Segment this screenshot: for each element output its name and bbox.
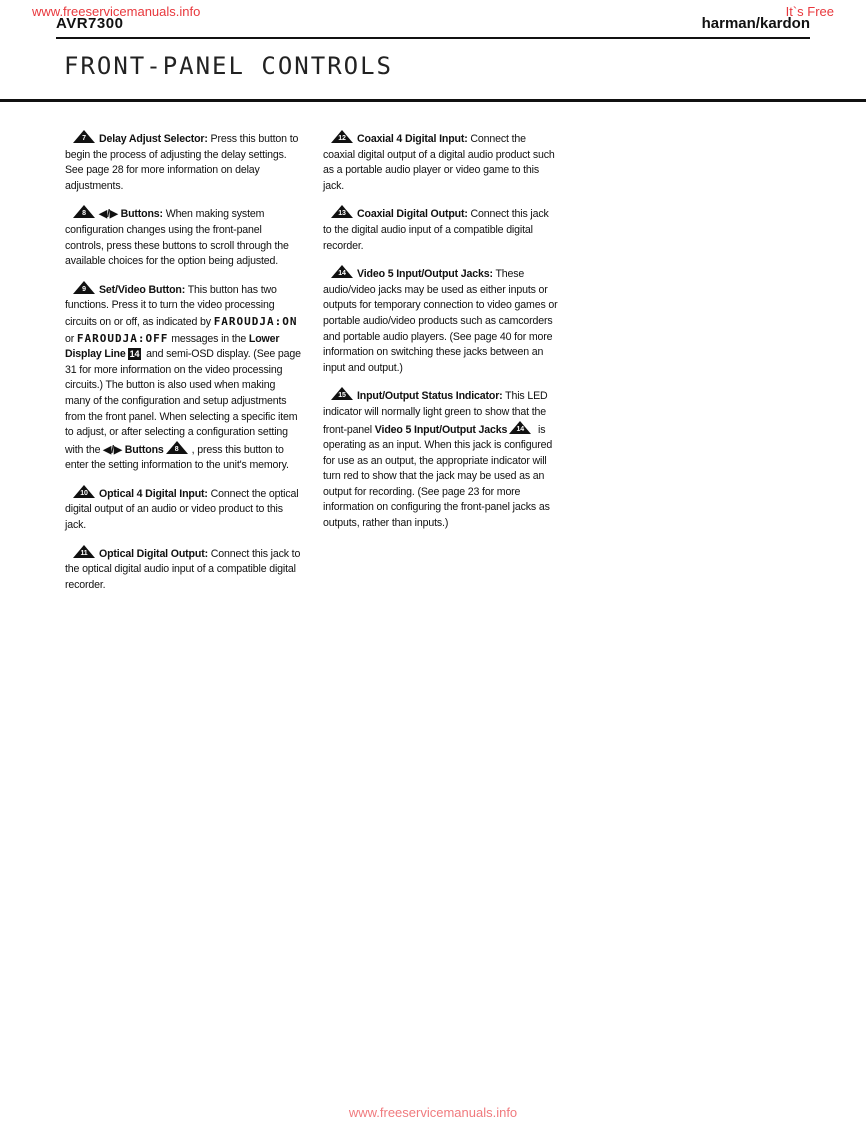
entry-text: This button has two functions. Press it to turn the video processing circuits on or off, as indicated by	[65, 283, 277, 328]
entry-text: or	[65, 332, 77, 345]
entry-term: ◀/▶ Buttons:	[99, 208, 163, 221]
entry-term: Input/Output Status Indicator:	[357, 390, 503, 403]
entry-text: Connect the optical digital output of an audio or video product to this jack.	[65, 487, 299, 532]
entry-text: These audio/video jacks may be used as either inputs or outputs for temporary connection to video games or portable audio/video products such as camcorders and portable audio players. (See page 40 for more information on switching these jacks between an input and output.)	[323, 268, 558, 374]
lcd-message-on: FAROUDJA:ON	[213, 314, 298, 328]
entry-set-video-button	[65, 281, 301, 474]
entry-term: Video 5 Input/Output Jacks:	[357, 268, 493, 281]
callout-number-icon: 11	[73, 545, 95, 558]
callout-number-icon: 14	[331, 265, 353, 278]
entry-term: Lower Display Line	[65, 332, 280, 361]
entry-text: When making system configuration changes using the front-panel controls, press these buttons to scroll through the available choices for the option being adjusted.	[65, 208, 289, 268]
entry-text: Press this button to begin the process of adjusting the delay settings. See page 28 for more information on delay adjustments.	[65, 133, 299, 192]
entry-text: and semi-OSD display. (See page 31 for more information on the video processing circuits.) The button is also used when making many of the configuration and setup adjustments from the front panel. When selecting a specific item to adjust, or after selecting a configuration setting with the	[65, 348, 301, 456]
entry-term: Optical 4 Digital Input:	[99, 487, 208, 500]
entry-arrow-buttons	[65, 205, 301, 269]
callout-number-icon: 10	[73, 485, 95, 498]
entry-optical-input	[65, 485, 301, 534]
entry-optical-output	[65, 545, 301, 594]
entry-status-indicator	[323, 387, 559, 531]
watermark-top-right: It`s Free	[785, 4, 834, 19]
callout-box-number: 14	[129, 349, 140, 360]
entry-video5-jacks	[323, 265, 559, 376]
callout-number-icon: 9	[73, 281, 95, 294]
entry-term: Delay Adjust Selector:	[99, 133, 208, 145]
entry-term: Set/Video Button:	[99, 283, 186, 296]
watermark-bottom: www.freeservicemanuals.info	[348, 1105, 518, 1120]
entry-delay-adjust	[65, 130, 301, 194]
callout-number-icon: 13	[331, 205, 353, 218]
entry-text: is operating as an input. When this jack is configured for use as an output, the appropriate indicator will turn red to show that the jack may be used as an output for recording. (See page 23 for more information on configuring the front-panel jacks as outputs, rather than inputs.)	[323, 423, 553, 530]
entry-coaxial-input	[323, 130, 559, 194]
entry-coaxial-output	[323, 205, 559, 254]
brand-logo: harman/kardon	[701, 15, 810, 32]
entry-term: ◀/▶ Buttons	[103, 443, 164, 456]
entry-text: messages in the	[168, 332, 249, 345]
callout-number-icon: 15	[331, 387, 353, 400]
title-rule	[0, 99, 866, 102]
entry-text: , press this button to enter the setting information to the unit's memory.	[65, 443, 289, 472]
entry-term: Video 5 Input/Output Jacks	[374, 423, 508, 436]
entry-term: Coaxial 4 Digital Input:	[357, 133, 468, 145]
callout-number-icon: 12	[331, 130, 353, 143]
callout-number-icon: 8	[166, 441, 188, 454]
watermark-top-left: www.freeservicemanuals.info	[32, 4, 201, 19]
entry-text: Connect this jack to the optical digital audio input of a compatible digital recorder.	[65, 547, 301, 591]
callout-number-icon: 7	[73, 130, 95, 143]
section-title: FRONT-PANEL CONTROLS	[64, 52, 393, 80]
callout-number-icon: 8	[73, 205, 95, 218]
left-column	[65, 130, 301, 604]
right-column	[323, 130, 559, 543]
entry-text: This LED indicator will normally light green to show that the front-panel	[323, 390, 548, 436]
header-rule	[56, 37, 810, 39]
entry-term: Optical Digital Output:	[99, 547, 208, 560]
entry-text: Connect the coaxial digital output of a digital audio product such as a portable audio player or video game to this jack.	[323, 133, 555, 192]
lcd-message-off: FAROUDJA:OFF	[76, 331, 169, 345]
entry-term: Coaxial Digital Output:	[357, 208, 468, 221]
callout-number-icon: 14	[509, 421, 531, 434]
model-name: AVR7300	[56, 15, 124, 32]
entry-text: Connect this jack to the digital audio input of a compatible digital recorder.	[323, 208, 549, 252]
